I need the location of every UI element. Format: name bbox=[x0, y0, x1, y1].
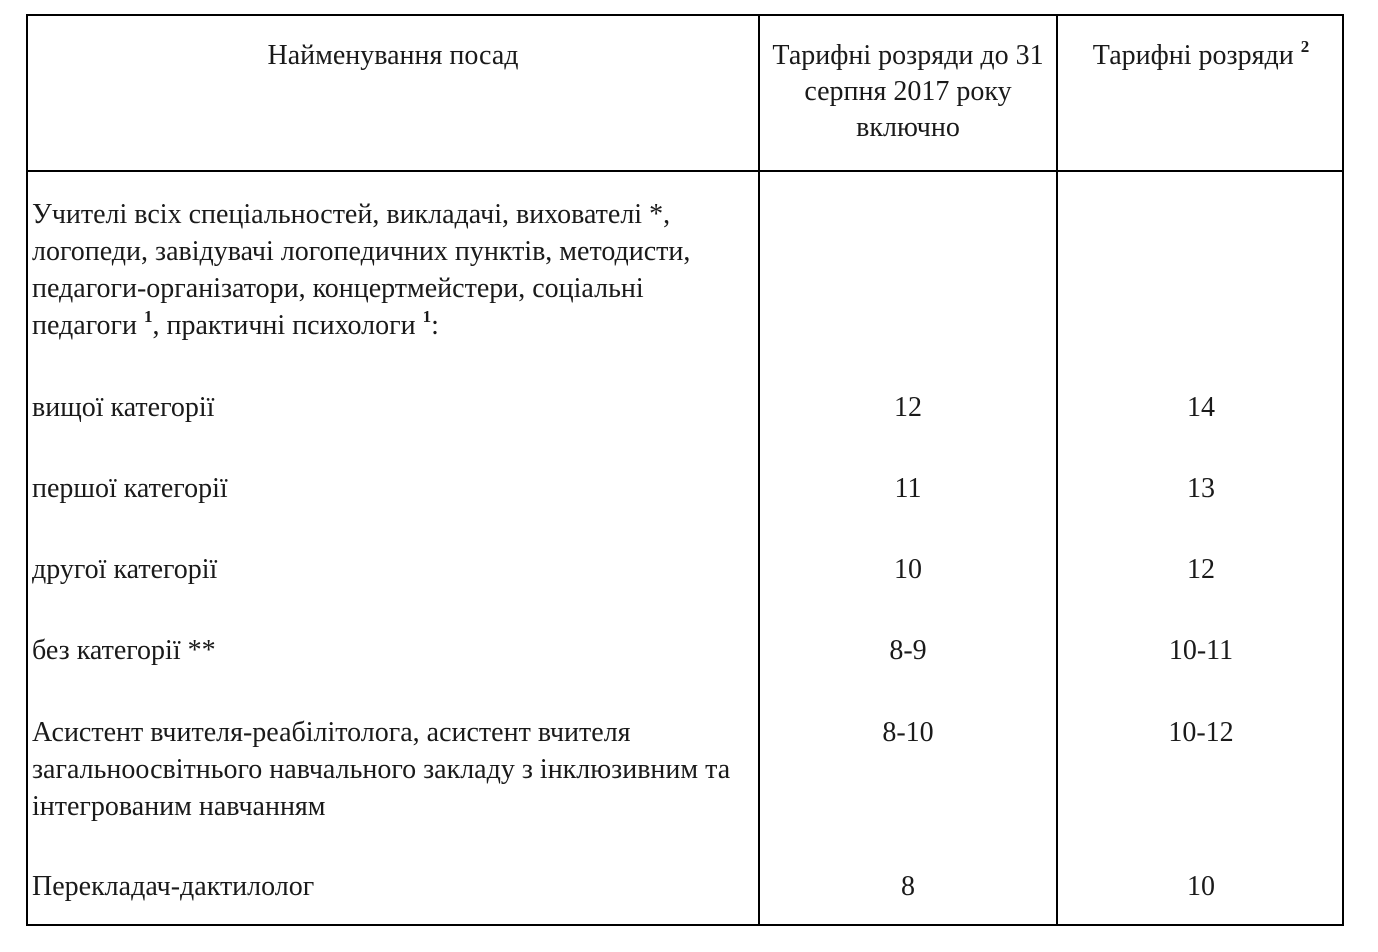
intro-text-part1: Учителі всіх спеціальностей, викладачі, вихователі *, логопеди, завідувачі логопедичних пунктів, методисти, педагоги-організатори, концертмейстери, соціальні педагоги bbox=[32, 199, 691, 341]
header-tariff-new-label: Тарифні розряди bbox=[1092, 40, 1294, 71]
row-tariff-old: 8 bbox=[901, 871, 915, 902]
row-tariff-old: 8-9 bbox=[889, 635, 927, 666]
row-tariff-new: 10-11 bbox=[1168, 635, 1234, 666]
row-tariff-old: 12 bbox=[894, 392, 922, 423]
header-position-name: Найменування посад bbox=[267, 40, 519, 71]
row-tariff-old: 11 bbox=[894, 473, 922, 504]
row-tariff-new: 13 bbox=[1187, 473, 1215, 504]
row-tariff-old: 8-10 bbox=[882, 717, 934, 748]
header-divider bbox=[28, 170, 1342, 172]
column-divider bbox=[1056, 16, 1058, 924]
row-position-name: першої категорії bbox=[32, 473, 228, 504]
column-divider bbox=[758, 16, 760, 924]
row-position-name: Асистент вчителя-реабілітолога, асистент вчителя загальноосвітнього навчального закладу з інклюзивним та інтегрованим навчанням bbox=[32, 717, 731, 822]
row-position-name: другої категорії bbox=[32, 554, 218, 585]
row-tariff-new: 10-12 bbox=[1168, 717, 1234, 748]
row-tariff-new: 14 bbox=[1187, 392, 1215, 423]
tariff-table bbox=[26, 14, 1344, 926]
row-position-name: без категорії ** bbox=[32, 635, 216, 666]
row-tariff-new: 12 bbox=[1187, 554, 1215, 585]
intro-text-part2: , практичні психологи bbox=[152, 310, 416, 341]
intro-text-part3: : bbox=[431, 310, 439, 341]
header-tariff-old: Тарифні розряди до 31 серпня 2017 року включно bbox=[772, 40, 1044, 143]
footnote-marker: 1 bbox=[143, 307, 153, 326]
footnote-marker: 2 bbox=[1300, 37, 1310, 56]
intro-positions-text bbox=[32, 196, 754, 344]
row-position-name: вищої категорії bbox=[32, 392, 215, 423]
footnote-marker: 1 bbox=[422, 307, 432, 326]
row-tariff-old: 10 bbox=[894, 554, 922, 585]
header-tariff-new bbox=[1058, 38, 1344, 74]
row-position-name: Перекладач-дактилолог bbox=[32, 871, 315, 902]
row-tariff-new: 10 bbox=[1187, 871, 1215, 902]
